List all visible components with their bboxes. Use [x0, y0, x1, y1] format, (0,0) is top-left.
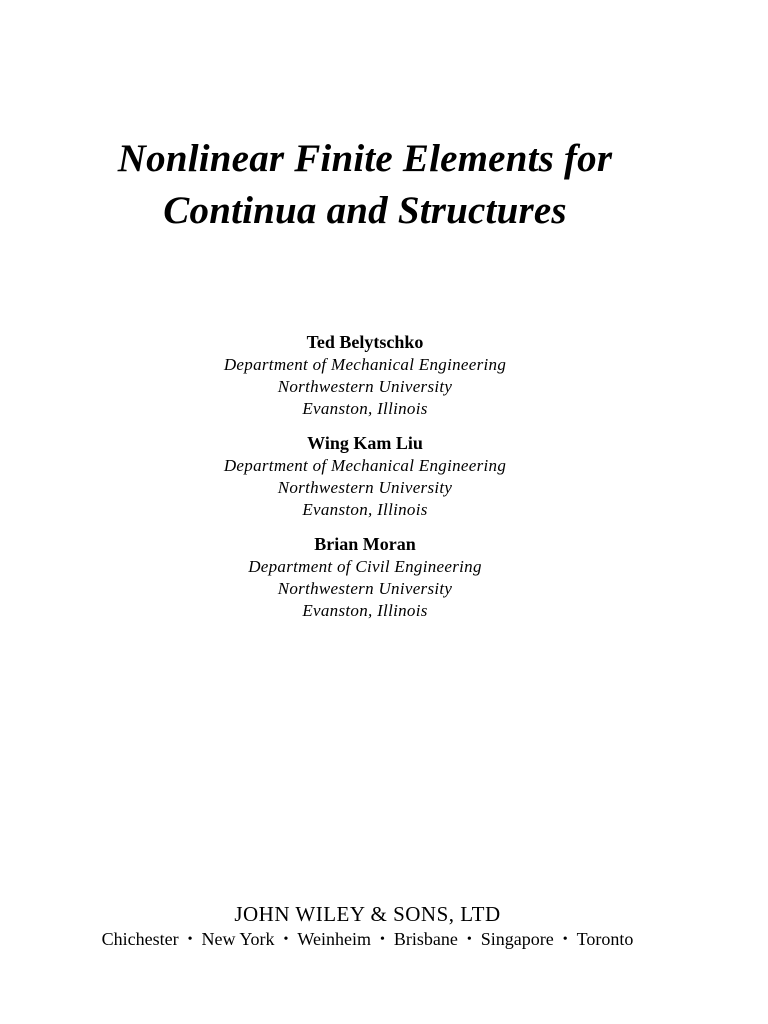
- book-title-line-1: Nonlinear Finite Elements for: [117, 137, 613, 180]
- author-location: Evanston, Illinois: [302, 601, 428, 620]
- author-department: Department of Mechanical Engineering: [223, 355, 507, 374]
- city-new-york: New York: [201, 929, 275, 949]
- author-name: Wing Kam Liu: [307, 433, 423, 453]
- author-university: Northwestern University: [277, 478, 453, 497]
- author-name: Ted Belytschko: [306, 332, 424, 352]
- author-location: Evanston, Illinois: [302, 500, 428, 519]
- author-name: Brian Moran: [314, 534, 416, 554]
- city-singapore: Singapore: [480, 929, 554, 949]
- city-chichester: Chichester: [101, 929, 179, 949]
- city-toronto: Toronto: [576, 929, 634, 949]
- separator-dot: •: [283, 932, 289, 947]
- separator-dot: •: [466, 932, 472, 947]
- author-department: Department of Mechanical Engineering: [223, 456, 507, 475]
- book-title: [0, 133, 730, 237]
- author-list: [0, 330, 730, 633]
- city-brisbane: Brisbane: [393, 929, 458, 949]
- separator-dot: •: [187, 932, 193, 947]
- author-block-belytschko: [0, 330, 730, 420]
- publisher-cities: [0, 926, 735, 955]
- separator-dot: •: [379, 932, 385, 947]
- author-university: Northwestern University: [277, 579, 453, 598]
- publisher-name: JOHN WILEY & SONS, LTD: [234, 902, 501, 926]
- separator-dot: •: [562, 932, 568, 947]
- book-title-line-2: Continua and Structures: [163, 189, 567, 232]
- city-weinheim: Weinheim: [297, 929, 371, 949]
- author-university: Northwestern University: [277, 377, 453, 396]
- author-block-moran: [0, 532, 730, 622]
- author-location: Evanston, Illinois: [302, 399, 428, 418]
- author-department: Department of Civil Engineering: [248, 557, 482, 576]
- author-block-liu: [0, 431, 730, 521]
